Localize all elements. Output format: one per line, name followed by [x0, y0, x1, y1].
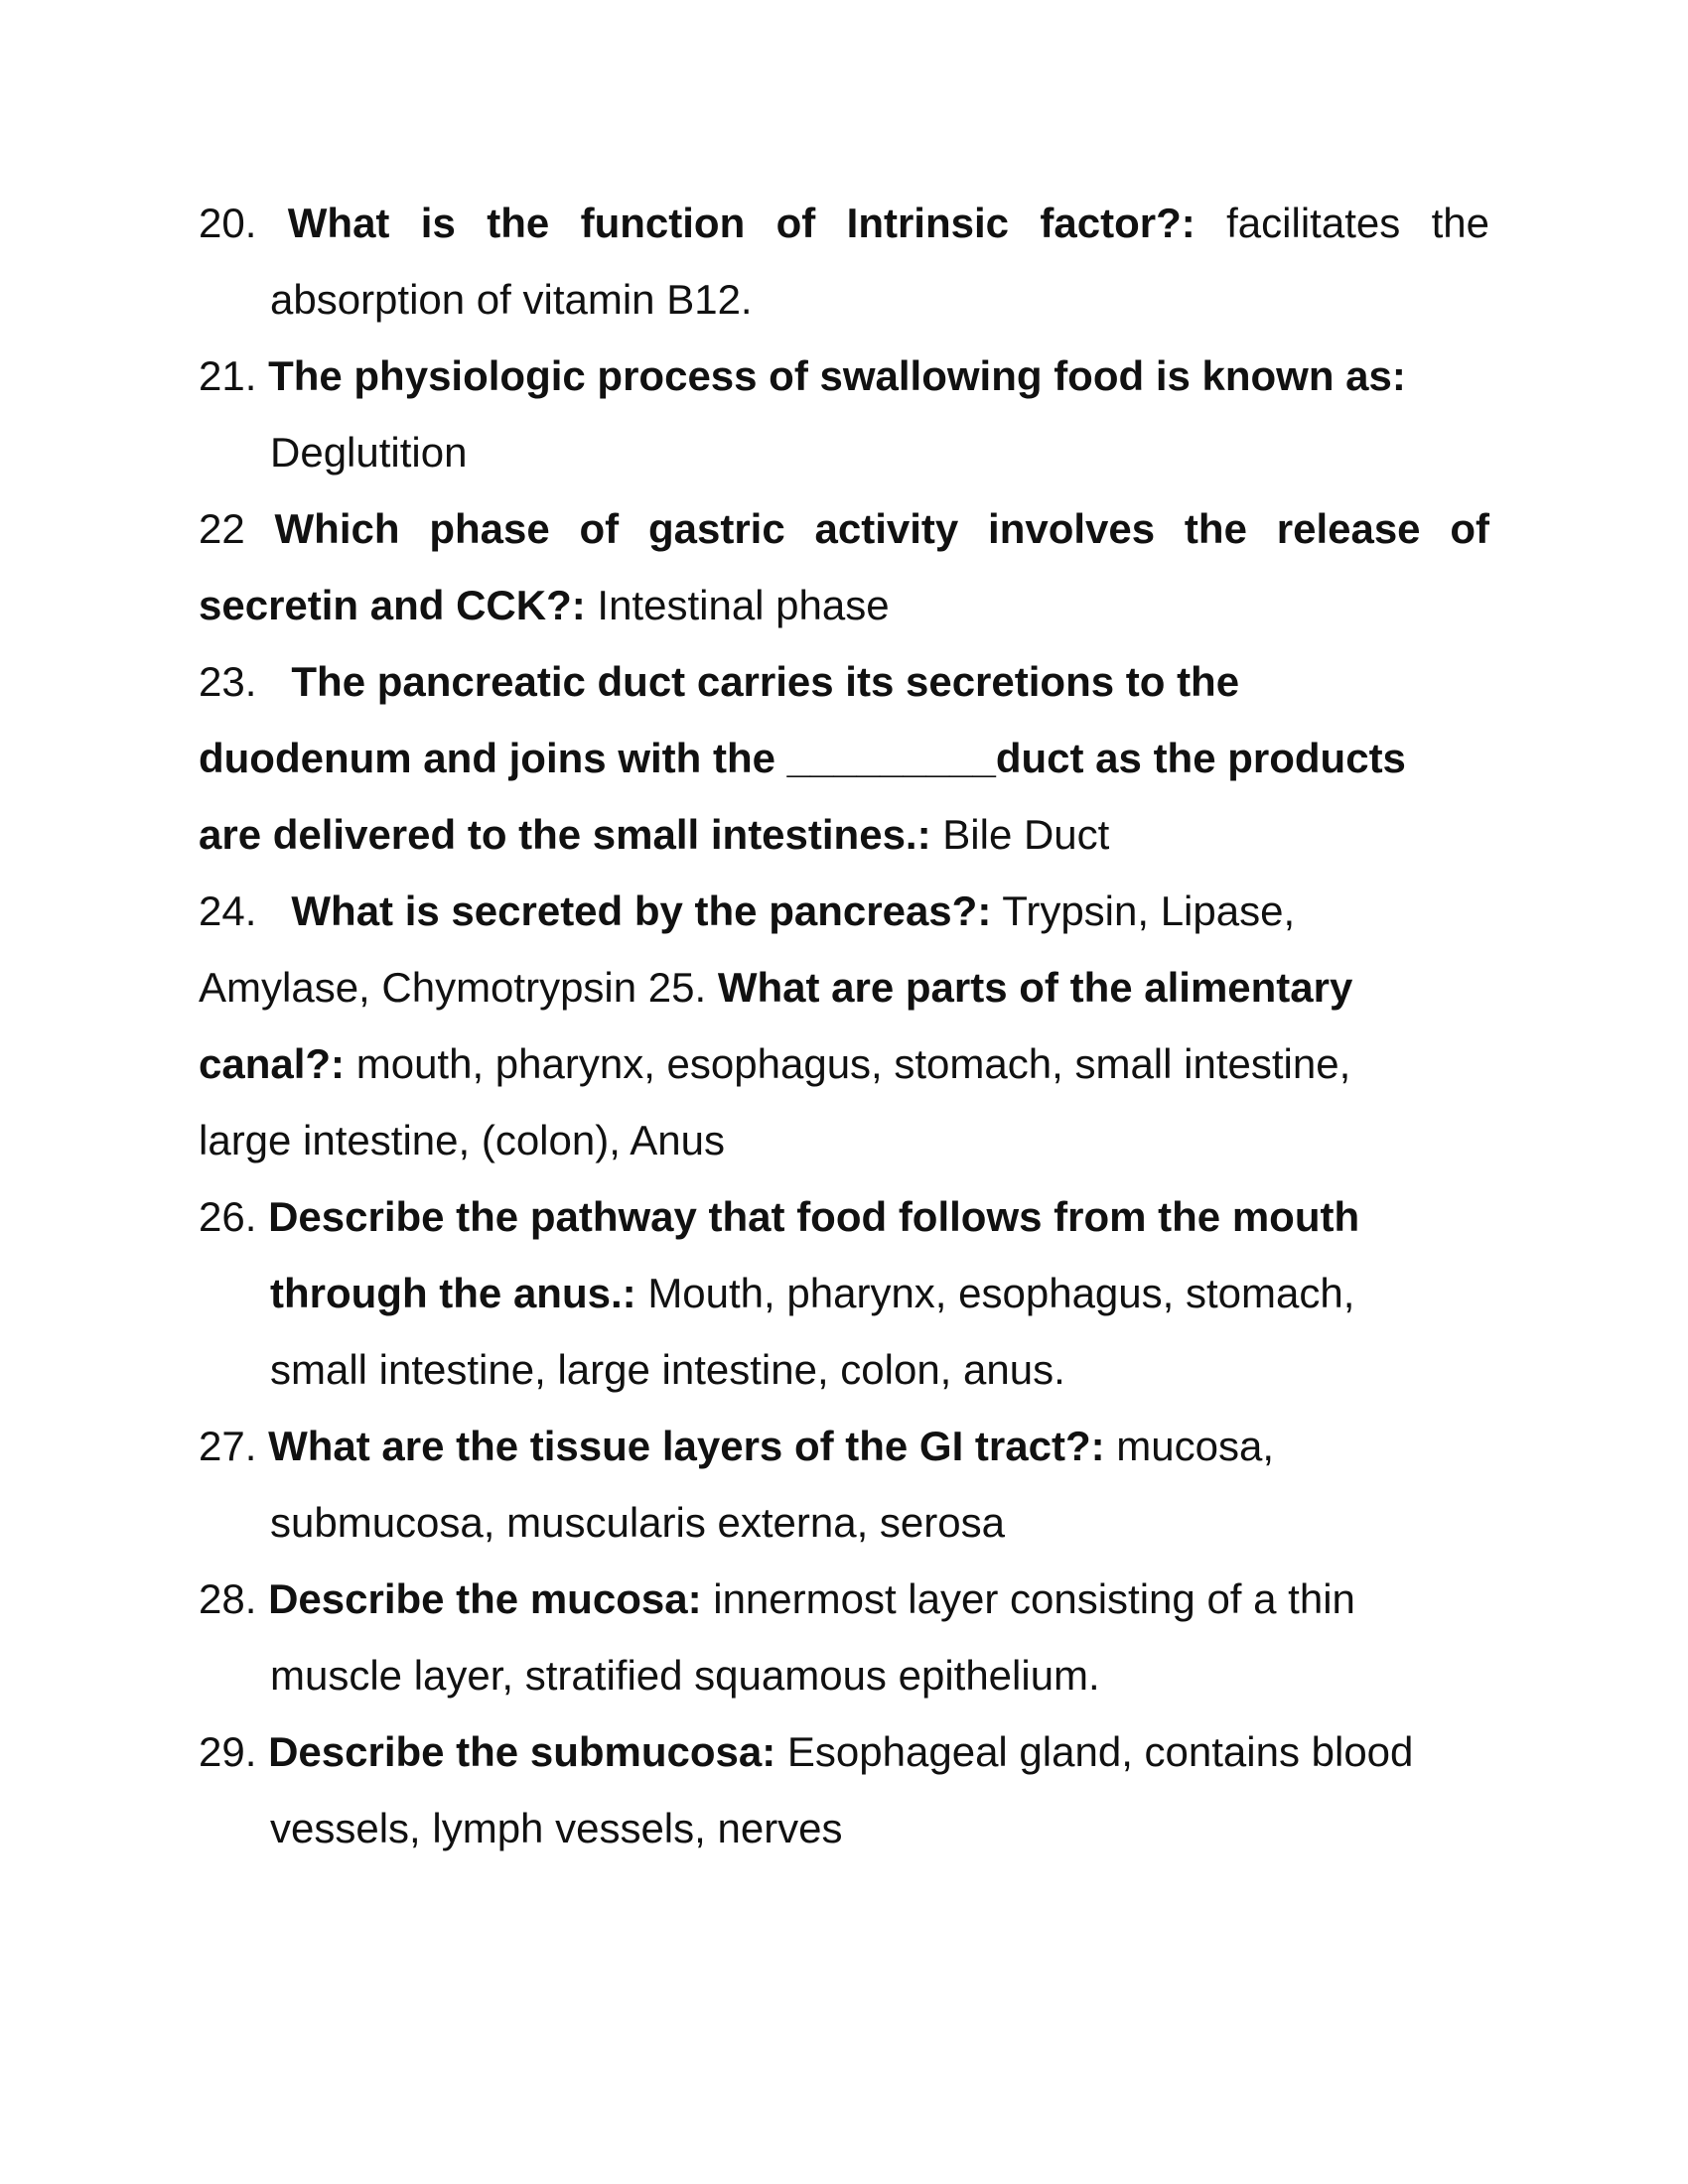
- item-21-line-2: [270, 423, 467, 482]
- item-26-line-3: [270, 1340, 1065, 1400]
- item-question: The physiologic process of swallowing food is known as:: [268, 352, 1406, 399]
- item-answer: small intestine, large intestine, colon, anus.: [270, 1346, 1065, 1393]
- item-number: 20.: [199, 200, 257, 246]
- item-24-line-1: [199, 882, 1295, 941]
- item-number: 23.: [199, 658, 257, 705]
- item-question: What are the tissue layers of the GI tract?:: [268, 1423, 1105, 1469]
- item-number: 25.: [647, 964, 707, 1011]
- item-29-line-1: [199, 1722, 1413, 1782]
- item-20-line-1: [199, 194, 1489, 253]
- item-29-line-2: [270, 1799, 843, 1858]
- item-question: through the anus.:: [270, 1270, 636, 1316]
- item-number: 29.: [199, 1728, 257, 1775]
- item-number: 21.: [199, 352, 257, 399]
- item-23-line-1: [199, 652, 1239, 712]
- item-question: What are parts of the alimentary: [717, 964, 1353, 1011]
- item-answer: innermost layer consisting of a thin: [713, 1575, 1355, 1622]
- item-answer: Deglutition: [270, 429, 468, 476]
- item-answer: vessels, lymph vessels, nerves: [270, 1805, 843, 1851]
- item-question: What is secreted by the pancreas?:: [291, 887, 992, 934]
- item-26-line-1: [199, 1187, 1359, 1247]
- item-25-line-3: [199, 1111, 725, 1170]
- item-22-line-1: [199, 499, 1489, 559]
- item-answer: Mouth, pharynx, esophagus, stomach,: [647, 1270, 1355, 1316]
- item-answer: Amylase, Chymotrypsin: [199, 964, 637, 1011]
- item-number: 22: [199, 505, 245, 552]
- item-21-line-1: [199, 346, 1406, 406]
- item-question: duodenum and joins with the _________duct as the products: [199, 735, 1406, 781]
- item-question: Describe the submucosa:: [268, 1728, 776, 1775]
- item-answer: Trypsin, Lipase,: [1002, 887, 1296, 934]
- item-28-line-2: [270, 1646, 1100, 1706]
- item-answer: absorption of vitamin B12.: [270, 276, 753, 323]
- item-number: 26.: [199, 1193, 257, 1240]
- item-number: 24.: [199, 887, 257, 934]
- item-answer: muscle layer, stratified squamous epithelium.: [270, 1652, 1100, 1699]
- item-27-line-2: [270, 1493, 1005, 1553]
- item-24-line-2: [199, 958, 1352, 1018]
- item-answer: mouth, pharynx, esophagus, stomach, small intestine,: [355, 1040, 1351, 1087]
- item-number: 28.: [199, 1575, 257, 1622]
- item-28-line-1: [199, 1570, 1355, 1629]
- item-answer: Bile Duct: [942, 811, 1110, 858]
- item-question: Describe the mucosa:: [268, 1575, 702, 1622]
- item-question: The pancreatic duct carries its secretions to the: [291, 658, 1240, 705]
- item-23-line-2: [199, 729, 1406, 788]
- item-answer: facilitates the: [1226, 200, 1489, 246]
- item-question: canal?:: [199, 1040, 346, 1087]
- item-25-line-2: [199, 1034, 1350, 1094]
- item-answer: large intestine, (colon), Anus: [199, 1117, 725, 1163]
- item-answer: Esophageal gland, contains blood: [786, 1728, 1414, 1775]
- item-23-line-3: [199, 805, 1109, 865]
- item-question: What is the function of Intrinsic factor?:: [287, 200, 1196, 246]
- item-answer: Intestinal phase: [597, 582, 890, 628]
- item-question: Describe the pathway that food follows from the mouth: [268, 1193, 1360, 1240]
- item-20-line-2: [270, 270, 753, 330]
- item-27-line-1: [199, 1417, 1274, 1476]
- item-22-line-2: [199, 576, 890, 635]
- item-answer: mucosa,: [1116, 1423, 1275, 1469]
- item-26-line-2: [270, 1264, 1354, 1323]
- item-number: 27.: [199, 1423, 257, 1469]
- item-answer: submucosa, muscularis externa, serosa: [270, 1499, 1005, 1546]
- item-question: secretin and CCK?:: [199, 582, 586, 628]
- item-question: are delivered to the small intestines.:: [199, 811, 931, 858]
- item-question: Which phase of gastric activity involves the release of: [274, 505, 1489, 552]
